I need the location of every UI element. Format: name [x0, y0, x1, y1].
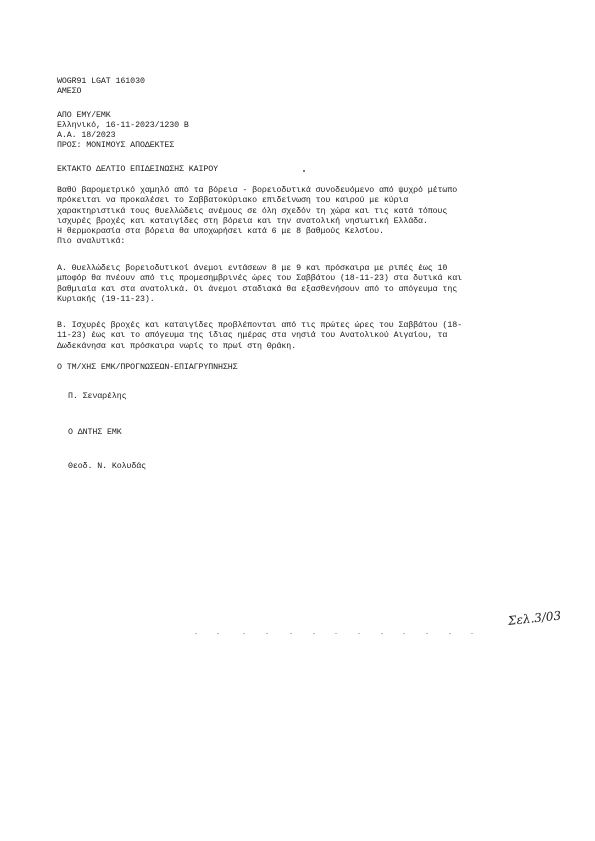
section-a-line: Κυριακής (19-11-23). — [57, 294, 155, 304]
section-b-paragraph — [57, 321, 462, 352]
message-code: WOGR91 LGAT 161030 — [57, 77, 145, 86]
section-a-paragraph — [57, 264, 462, 305]
scan-artifact-dots — [195, 631, 495, 637]
section-b-line: Δωδεκάνησα και πρόσκαιρα νωρίς το πρωί στη Θράκη. — [57, 341, 297, 351]
section-a-line: βαθμιαία και στα ανατολικά. Οι άνεμοι σταδιακά θα εξασθενήσουν από το απόγευμα της — [57, 284, 458, 294]
intro-line: Πιο αναλυτικά: — [57, 237, 126, 247]
intro-line: χαρακτηριστικά τους θυελλώδεις ανέμους σε όλη σχεδόν τη χώρα και τις κατά τόπους — [57, 206, 448, 216]
intro-paragraph — [57, 186, 457, 248]
stray-dot-mark — [303, 170, 305, 172]
section-b-line: 11-23) έως και το απόγευμα της ίδιας ημέρας στα νησιά του Ανατολικού Αιγαίου, τα — [57, 331, 448, 341]
intro-line: ισχυρές βροχές και καταιγίδες στη βόρεια και την ανατολική νησιωτική Ελλάδα. — [57, 216, 428, 226]
document-title: ΕΚΤΑΚΤΟ ΔΕΛΤΙΟ ΕΠΙΔΕΙΝΩΣΗΣ ΚΑΙΡΟΥ — [57, 165, 219, 174]
director-title: Ο ΔΝΤΗΣ ΕΜΚ — [68, 428, 122, 437]
recipient-line: ΠΡΟΣ: ΜΟΝΙΜΟΥΣ ΑΠΟΔΕΚΤΕΣ — [57, 141, 175, 150]
sender-line: ΑΠΟ ΕΜΥ/ΕΜΚ — [57, 111, 111, 120]
priority-label: ΑΜΕΣΟ — [57, 87, 82, 96]
department-signature: Ο ΤΜ/ΧΗΣ ΕΜΚ/ΠΡΟΓΝΩΣΕΩΝ-ΕΠΙΑΓΡΥΠΝΗΣΗΣ — [57, 363, 238, 372]
place-date-line: Ελληνικό, 16-11-2023/1230 Β — [57, 121, 189, 130]
section-a-line: μποφόρ θα πνέουν από τις προμεσημβρινές ώρες του Σαββάτου (18-11-23) στα δυτικά και — [57, 274, 462, 284]
handwritten-page-note: Σελ.3/03 — [507, 608, 562, 628]
intro-line: πρόκειται να προκαλέσει το Σαββατοκύριακο επιδείνωση του καιρού με κύρια — [57, 196, 409, 206]
intro-line: Η θερμοκρασία στα βόρεια θα υποχωρήσει κατά 6 με 8 βαθμούς Κελσίου. — [57, 227, 384, 237]
section-a-line: Α. Θυελλώδεις βορειοδυτικοί άνεμοι εντάσεων 8 με 9 και πρόσκαιρα με ριπές έως 10 — [57, 264, 448, 273]
section-b-line: Β. Ισχυρές βροχές και καταιγίδες προβλέπονται από τις πρώτες ώρες του Σαββάτου (18- — [57, 321, 462, 330]
director-name: Θεοδ. Ν. Κολυδάς — [68, 462, 147, 471]
intro-line: Βαθύ βαρομετρικό χαμηλό από τα βόρεια - βορειοδυτικά συνοδευόμενο από ψυχρό μέτωπο — [57, 186, 458, 195]
reference-number: Α.Α. 18/2023 — [57, 131, 116, 140]
forecaster-name: Π. Σεναρέλης — [68, 392, 127, 401]
